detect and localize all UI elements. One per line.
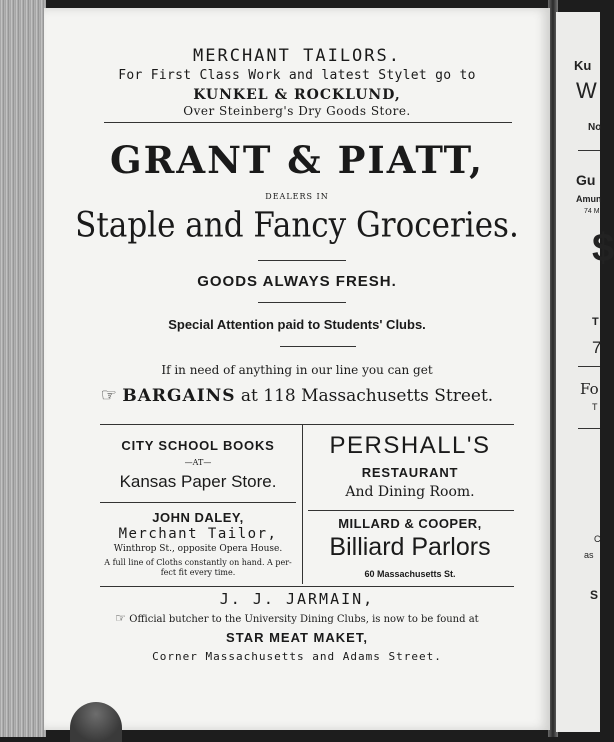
grant-piatt-name: GRANT & PIATT, [110,138,484,182]
next-page-text: T [592,316,599,328]
kansas-paper-store: Kansas Paper Store. [119,472,277,491]
kunkel-rocklund-address: Over Steinberg's Dry Goods Store. [183,104,411,118]
short-divider [258,260,346,261]
next-page-fragment [556,12,614,732]
next-page-rule [578,366,600,367]
in-need-line: If in need of anything in our line you can get [161,363,433,377]
millard-cooper-address: 60 Massachusetts St. [364,569,456,579]
section-divider [104,122,512,123]
millard-cooper-name: MILLARD & COOPER, [338,516,482,531]
next-page-text: 7 [592,338,602,357]
pershalls-dining-room: And Dining Room. [345,484,475,500]
next-page-text: Fo [580,380,599,398]
next-page-text: Ku [574,58,592,73]
john-daley-address: Winthrop St., opposite Opera House. [113,544,283,554]
at-label: —AT— [184,458,212,467]
advertisement-page [44,8,550,730]
box-center-rule [302,424,303,584]
box-left-mid-rule [100,502,296,503]
next-page-rule [578,150,600,151]
john-daley-description: A full line of Cloths constantly on hand. A per- [104,558,292,567]
next-page-text: W [576,78,597,103]
next-page-text: $ [592,226,614,270]
next-page-text: as [584,550,594,560]
next-page-text: T [592,402,598,412]
next-page-text: C [594,534,601,544]
bargains-address: at 118 Massachusetts Street. [240,386,494,406]
bargains-line [44,385,550,406]
short-divider [258,302,346,303]
next-page-text: Amun [576,194,602,204]
pointing-hand-icon: ☞ [100,385,117,406]
box-right-mid-rule [308,510,514,511]
short-divider [280,346,356,347]
jarmain-corner: Corner Massachusetts and Adams Street. [152,650,442,663]
jarmain-line [44,611,550,625]
pointing-hand-icon: ☞ [115,611,127,625]
star-meat-market: STAR MEAT MAKET, [226,630,368,645]
john-daley-description: fect fit every time. [160,568,236,577]
merchant-tailors-heading: MERCHANT TAILORS. [193,46,401,66]
box-top-rule [100,424,514,425]
staple-fancy-groceries: Staple and Fancy Groceries. [75,205,519,246]
next-page-text: No [588,122,602,133]
jarmain-name: J. J. JARMAIN, [219,590,375,608]
goods-always-fresh: GOODS ALWAYS FRESH. [197,273,397,290]
john-daley-name: JOHN DALEY, [152,510,244,525]
next-page-text: 74 M [584,208,600,215]
next-page-rule [578,428,600,429]
kunkel-rocklund-name: KUNKEL & ROCKLUND, [193,87,401,103]
students-clubs-note: Special Attention paid to Students' Clubs. [168,317,426,332]
bargains-label: BARGAINS [122,386,236,406]
pershalls-name: PERSHALL'S [329,432,491,459]
book-page-edges [0,0,46,737]
next-page-text: Gu [576,172,596,188]
john-daley-trade: Merchant Tailor, [118,526,278,542]
pershalls-restaurant: RESTAURANT [361,465,459,480]
billiard-parlors: Billiard Parlors [329,533,491,561]
jarmain-description: Official butcher to the University Dining Clubs, is now to be found at [129,614,479,625]
city-school-books-title: CITY SCHOOL BOOKS [121,438,275,453]
next-page-text: S [590,588,599,602]
box-bottom-rule [100,586,514,587]
merchant-tailors-line: For First Class Work and latest Stylet go to [118,68,476,83]
dealers-in-label: DEALERS IN [265,192,329,201]
